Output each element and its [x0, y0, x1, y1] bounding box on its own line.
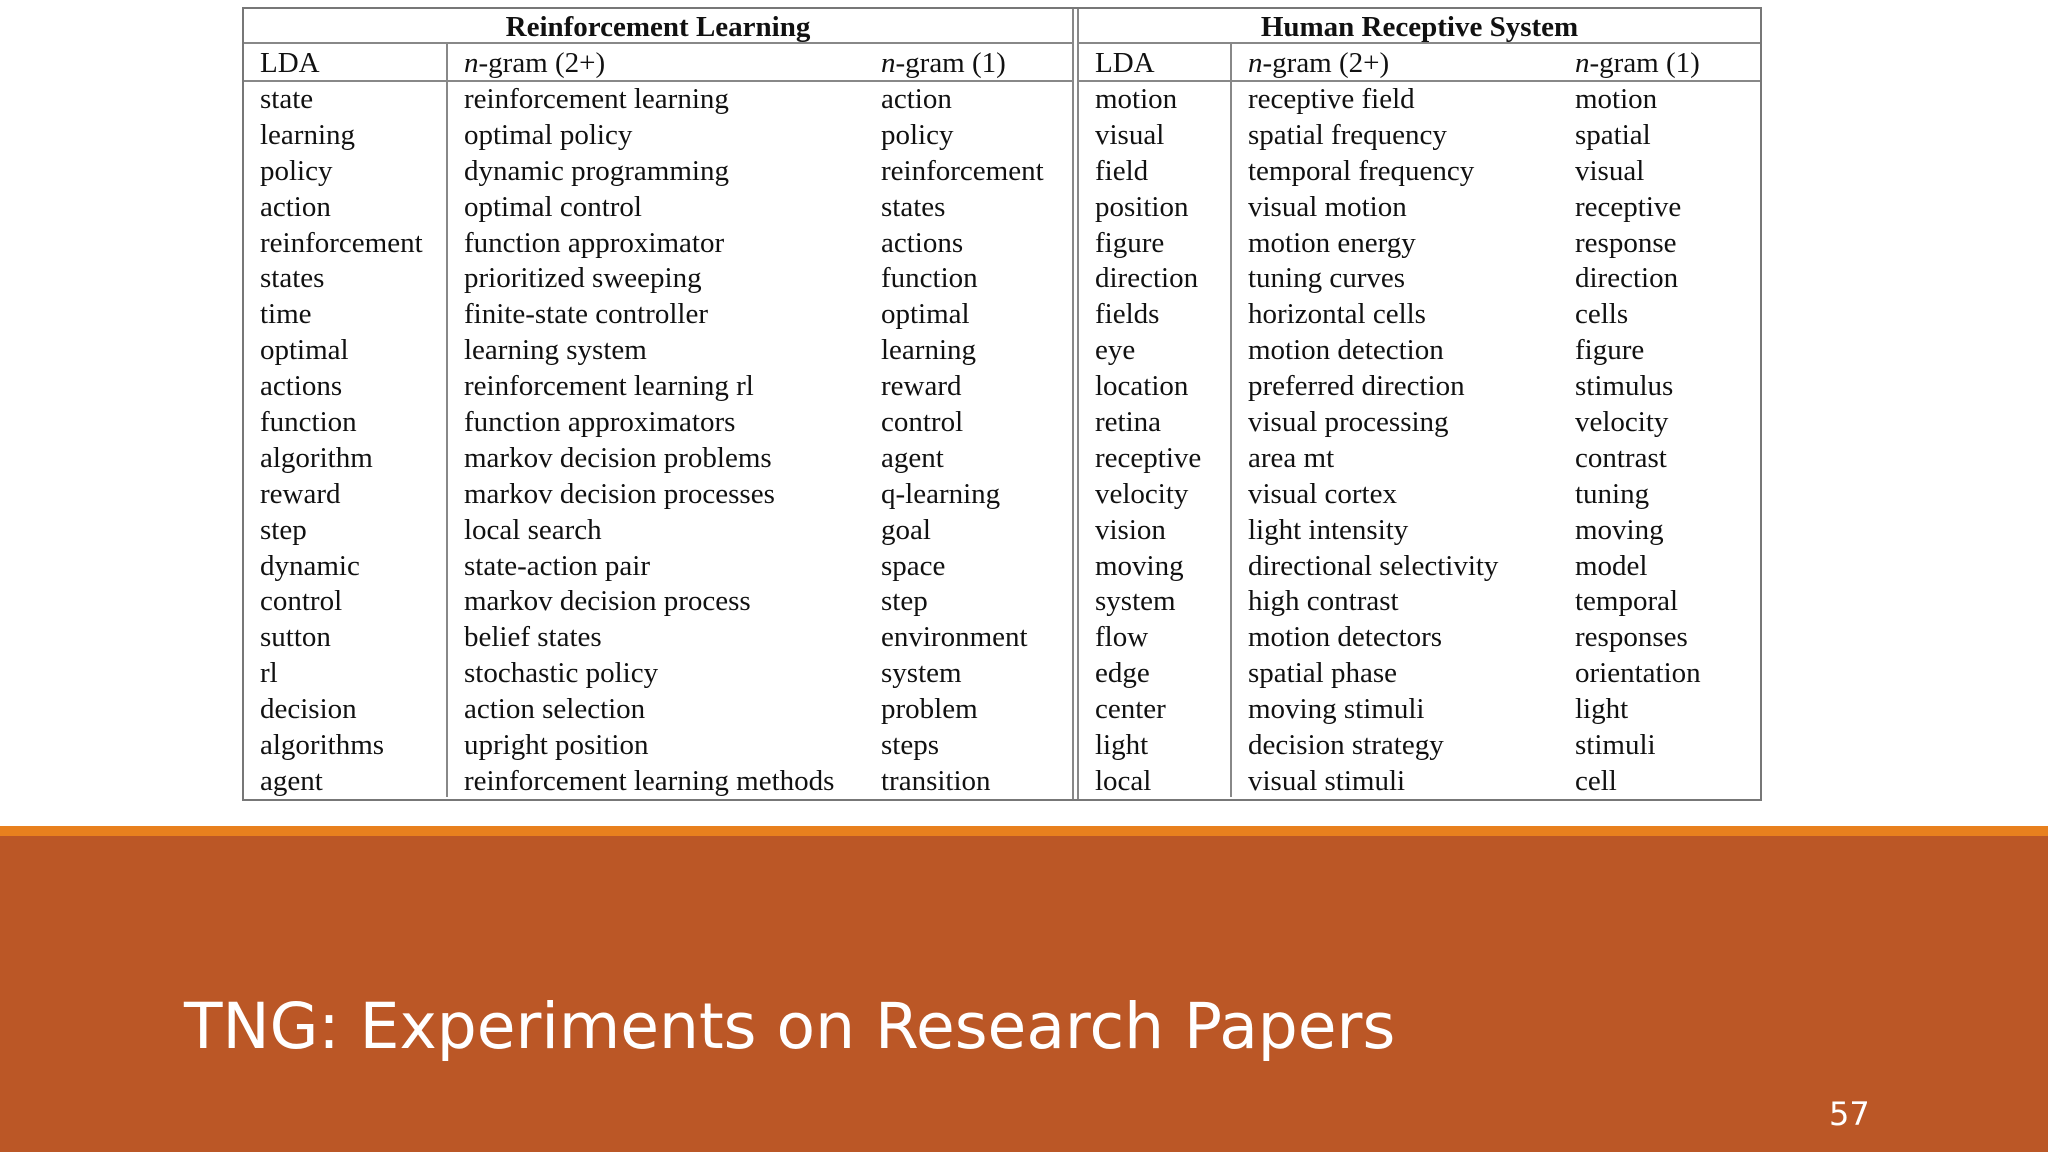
panel-reinforcement-learning — [244, 9, 1074, 799]
table-cell: markov decision problems — [464, 441, 772, 474]
table-cell: tuning curves — [1248, 262, 1406, 295]
body-hrs — [1079, 82, 1760, 797]
table-cell: visual — [1575, 154, 1645, 187]
table-cell: light — [1575, 693, 1629, 726]
table-cell: actions — [881, 226, 964, 259]
table-cell: high contrast — [1248, 585, 1399, 618]
table-cell: step — [260, 513, 307, 546]
column-ngram1-rl — [865, 82, 1070, 797]
table-cell: visual — [1095, 118, 1165, 151]
table-cell: cells — [1575, 298, 1629, 331]
table-cell: reward — [881, 370, 962, 403]
col-header-lda-hrs: LDA — [1079, 44, 1232, 80]
table-cell: orientation — [1575, 657, 1701, 690]
col-header-ngram1-rl: n-gram (1) — [881, 47, 1006, 79]
table-cell: reinforcement learning — [464, 83, 729, 115]
table-cell: direction — [1575, 262, 1679, 295]
table-cell: stimuli — [1575, 729, 1656, 762]
table-cell: action — [881, 83, 952, 115]
table-cell: model — [1575, 549, 1648, 582]
table-cell: dynamic — [260, 549, 360, 582]
table-cell: light — [1095, 729, 1149, 762]
table-cell: tuning — [1575, 477, 1650, 510]
panel-human-receptive-system — [1077, 9, 1760, 799]
table-cell: motion energy — [1248, 226, 1416, 259]
slide-title: TNG: Experiments on Research Papers — [184, 990, 1396, 1063]
slide-number: 57 — [1829, 1095, 1870, 1133]
table-cell: problem — [881, 693, 978, 726]
table-cell: decision — [260, 693, 357, 726]
table-cell: finite-state controller — [464, 298, 708, 331]
table-cell: goal — [881, 513, 931, 546]
table-cell: direction — [1095, 262, 1199, 295]
table-cell: moving — [1095, 549, 1184, 582]
table-cell: prioritized sweeping — [464, 262, 702, 295]
table-cell: fields — [1095, 298, 1160, 331]
panel-heading-rl: Reinforcement Learning — [244, 9, 1072, 44]
topic-table — [242, 7, 1762, 801]
table-cell: local — [1095, 764, 1152, 797]
table-cell: action — [260, 190, 331, 223]
table-cell: contrast — [1575, 441, 1667, 474]
table-cell: spatial phase — [1248, 657, 1397, 690]
table-cell: reinforcement — [260, 226, 423, 259]
table-cell: function — [881, 262, 978, 295]
table-cell: agent — [260, 764, 323, 797]
table-cell: transition — [881, 764, 991, 797]
col-header-ngram2-hrs: n-gram (2+) — [1248, 47, 1390, 79]
column-header-row-hrs — [1079, 44, 1760, 82]
table-cell: decision strategy — [1248, 729, 1444, 762]
table-cell: vision — [1095, 513, 1166, 546]
table-cell: system — [881, 657, 962, 690]
body-rl — [244, 82, 1072, 797]
table-cell: q-learning — [881, 477, 1001, 510]
table-cell: velocity — [1575, 406, 1669, 439]
table-cell: motion — [1575, 83, 1658, 115]
table-cell: step — [881, 585, 928, 618]
table-cell: optimal control — [464, 190, 642, 223]
table-cell: states — [881, 190, 946, 223]
table-cell: optimal policy — [464, 118, 633, 151]
panel-heading-hrs: Human Receptive System — [1079, 9, 1760, 44]
table-cell: retina — [1095, 406, 1162, 439]
table-cell: belief states — [464, 621, 602, 654]
table-cell: visual motion — [1248, 190, 1407, 223]
table-cell: optimal — [260, 334, 349, 367]
table-cell: visual cortex — [1248, 477, 1397, 510]
table-cell: function approximators — [464, 406, 736, 439]
column-ngram1-hrs — [1559, 82, 1759, 797]
table-cell: figure — [1095, 226, 1165, 259]
col-header-ngram1-hrs: n-gram (1) — [1575, 47, 1700, 79]
accent-stripe — [0, 826, 2048, 836]
table-cell: area mt — [1248, 441, 1335, 474]
table-cell: field — [1095, 154, 1149, 187]
table-cell: visual processing — [1248, 406, 1449, 439]
table-cell: motion — [1095, 83, 1178, 115]
table-cell: eye — [1095, 334, 1136, 367]
table-cell: directional selectivity — [1248, 549, 1499, 582]
column-lda-rl — [244, 82, 448, 797]
table-cell: optimal — [881, 298, 970, 331]
table-cell: control — [260, 585, 343, 618]
table-cell: time — [260, 298, 312, 331]
table-cell: spatial frequency — [1248, 118, 1447, 151]
column-lda-hrs — [1079, 82, 1232, 797]
table-cell: figure — [1575, 334, 1645, 367]
table-cell: steps — [881, 729, 939, 762]
table-cell: function approximator — [464, 226, 725, 259]
table-cell: light intensity — [1248, 513, 1409, 546]
table-cell: markov decision process — [464, 585, 751, 618]
table-cell: preferred direction — [1248, 370, 1465, 403]
table-cell: location — [1095, 370, 1189, 403]
table-cell: system — [1095, 585, 1176, 618]
table-cell: agent — [881, 441, 944, 474]
table-cell: temporal — [1575, 585, 1679, 618]
table-cell: temporal frequency — [1248, 154, 1475, 187]
column-ngram2-rl — [448, 82, 865, 797]
table-cell: control — [881, 406, 964, 439]
col-header-ngram2-rl: n-gram (2+) — [464, 47, 606, 79]
table-cell: space — [881, 549, 946, 582]
table-cell: motion detection — [1248, 334, 1444, 367]
table-cell: algorithms — [260, 729, 385, 762]
table-cell: learning system — [464, 334, 647, 367]
table-cell: stimulus — [1575, 370, 1674, 403]
table-cell: receptive field — [1248, 83, 1415, 115]
table-cell: function — [260, 406, 357, 439]
table-cell: learning — [260, 118, 356, 151]
table-cell: local search — [464, 513, 602, 546]
table-cell: rl — [260, 657, 278, 690]
table-cell: algorithm — [260, 441, 373, 474]
table-cell: upright position — [464, 729, 649, 762]
table-cell: action selection — [464, 693, 646, 726]
table-cell: states — [260, 262, 325, 295]
table-cell: reward — [260, 477, 341, 510]
table-cell: edge — [1095, 657, 1150, 690]
column-header-row-rl — [244, 44, 1072, 82]
table-cell: policy — [260, 154, 333, 187]
table-cell: responses — [1575, 621, 1688, 654]
table-cell: state-action pair — [464, 549, 650, 582]
table-cell: visual stimuli — [1248, 764, 1406, 797]
table-cell: center — [1095, 693, 1166, 726]
table-cell: dynamic programming — [464, 154, 729, 187]
table-cell: cell — [1575, 764, 1617, 797]
table-cell: learning — [881, 334, 977, 367]
table-cell: sutton — [260, 621, 331, 654]
table-cell: policy — [881, 118, 954, 151]
table-cell: velocity — [1095, 477, 1189, 510]
table-cell: moving stimuli — [1248, 693, 1425, 726]
table-cell: horizontal cells — [1248, 298, 1426, 331]
table-cell: response — [1575, 226, 1677, 259]
table-cell: receptive — [1095, 441, 1202, 474]
table-cell: spatial — [1575, 118, 1651, 151]
table-cell: moving — [1575, 513, 1664, 546]
table-cell: reinforcement — [881, 154, 1044, 187]
table-cell: stochastic policy — [464, 657, 659, 690]
table-cell: actions — [260, 370, 343, 403]
table-cell: position — [1095, 190, 1189, 223]
table-cell: state — [260, 83, 314, 115]
table-cell: environment — [881, 621, 1028, 654]
col-header-lda-rl: LDA — [244, 44, 448, 80]
table-cell: motion detectors — [1248, 621, 1443, 654]
table-cell: receptive — [1575, 190, 1682, 223]
table-cell: reinforcement learning rl — [464, 370, 754, 403]
table-cell: markov decision processes — [464, 477, 775, 510]
table-cell: reinforcement learning methods — [464, 764, 835, 797]
table-cell: flow — [1095, 621, 1149, 654]
column-ngram2-hrs — [1232, 82, 1559, 797]
